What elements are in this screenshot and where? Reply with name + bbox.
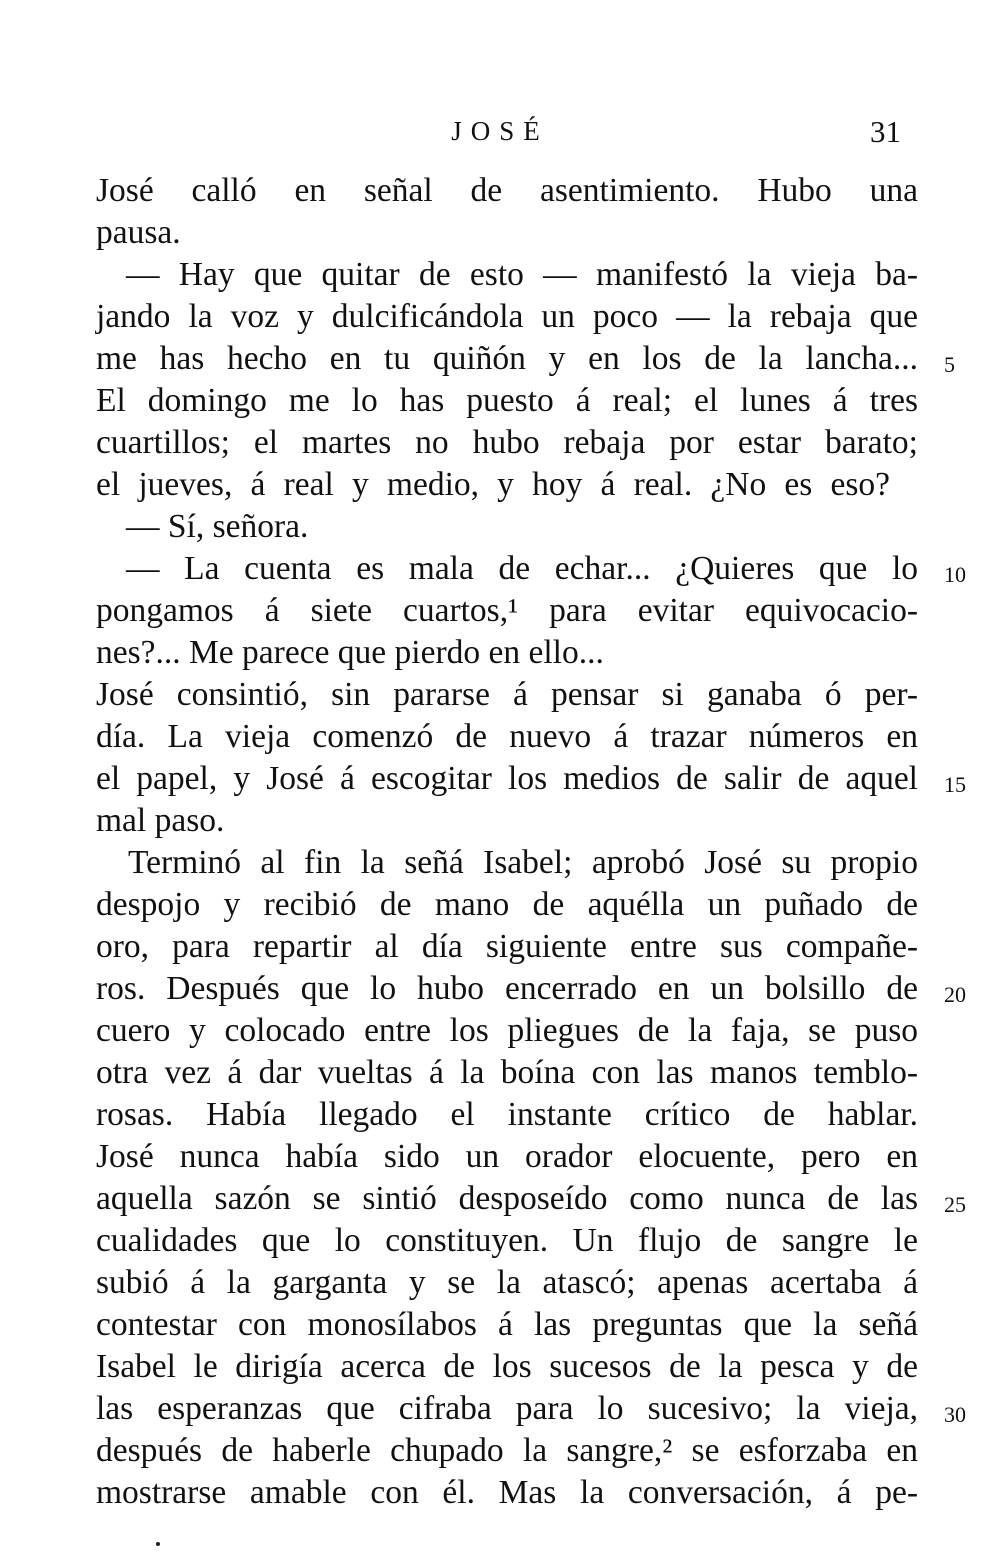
line-number: 25: [944, 1192, 966, 1217]
text-line: pausa.: [96, 214, 181, 251]
text-line: cuartillos; el martes no hubo rebaja por estar barato;: [96, 424, 918, 461]
running-title: JOSÉ: [451, 116, 549, 146]
text-line: rosas. Había llegado el instante crítico de hablar.: [96, 1096, 918, 1133]
text-line: el papel, y José á escogitar los medios de salir de aquel: [96, 760, 918, 797]
text-line: El domingo me lo has puesto á real; el lunes á tres: [96, 382, 918, 419]
text-line: me has hecho en tu quiñón y en los de la lancha...: [96, 340, 918, 377]
text-line: el jueves, á real y medio, y hoy á real. ¿No es eso?: [96, 466, 890, 503]
text-line: Terminó al fin la señá Isabel; aprobó José su propio: [128, 844, 918, 881]
text-line: mal paso.: [96, 802, 225, 839]
text-line: Isabel le dirigía acerca de los sucesos de la pesca y de: [96, 1348, 918, 1385]
line-number: 20: [944, 982, 966, 1007]
text-line: — Sí, señora.: [126, 508, 309, 545]
text-line: después de haberle chupado la sangre,² se esforzaba en: [96, 1432, 918, 1469]
text-line: mostrarse amable con él. Mas la conversación, á pe-: [96, 1474, 918, 1511]
text-line: oro, para repartir al día siguiente entre sus compañe-: [96, 928, 918, 965]
text-line: cuero y colocado entre los pliegues de la faja, se puso: [96, 1012, 918, 1049]
text-line: las esperanzas que cifraba para lo sucesivo; la vieja,: [96, 1390, 918, 1427]
line-number: 15: [944, 772, 966, 797]
text-line: jando la voz y dulcificándola un poco — la rebaja que: [96, 298, 918, 335]
text-line: contestar con monosílabos á las preguntas que la señá: [96, 1306, 918, 1343]
text-line: — Hay que quitar de esto — manifestó la vieja ba-: [126, 256, 918, 293]
text-line: cualidades que lo constituyen. Un flujo de sangre le: [96, 1222, 918, 1259]
line-number: 5: [944, 352, 955, 377]
text-line: pongamos á siete cuartos,¹ para evitar equivocacio-: [96, 592, 918, 629]
page-number: 31: [870, 114, 901, 149]
text-line: despojo y recibió de mano de aquélla un puñado de: [96, 886, 918, 923]
text-line: José consintió, sin pararse á pensar si ganaba ó per-: [96, 676, 918, 713]
line-number: 30: [944, 1402, 966, 1427]
text-line: día. La vieja comenzó de nuevo á trazar números en: [96, 718, 918, 755]
line-number: 10: [944, 562, 966, 587]
text-line: José calló en señal de asentimiento. Hubo una: [96, 172, 918, 209]
text-line: José nunca había sido un orador elocuente, pero en: [96, 1138, 918, 1175]
text-line: nes?... Me parece que pierdo en ello...: [96, 634, 604, 671]
text-line: — La cuenta es mala de echar... ¿Quieres que lo: [126, 550, 918, 587]
text-line: subió á la garganta y se la atascó; apenas acertaba á: [96, 1264, 918, 1301]
text-line: aquella sazón se sintió desposeído como nunca de las: [96, 1180, 918, 1217]
text-line: ros. Después que lo hubo encerrado en un bolsillo de: [96, 970, 918, 1007]
text-line: otra vez á dar vueltas á la boína con las manos temblo-: [96, 1054, 918, 1091]
ink-speck: [156, 1542, 160, 1546]
